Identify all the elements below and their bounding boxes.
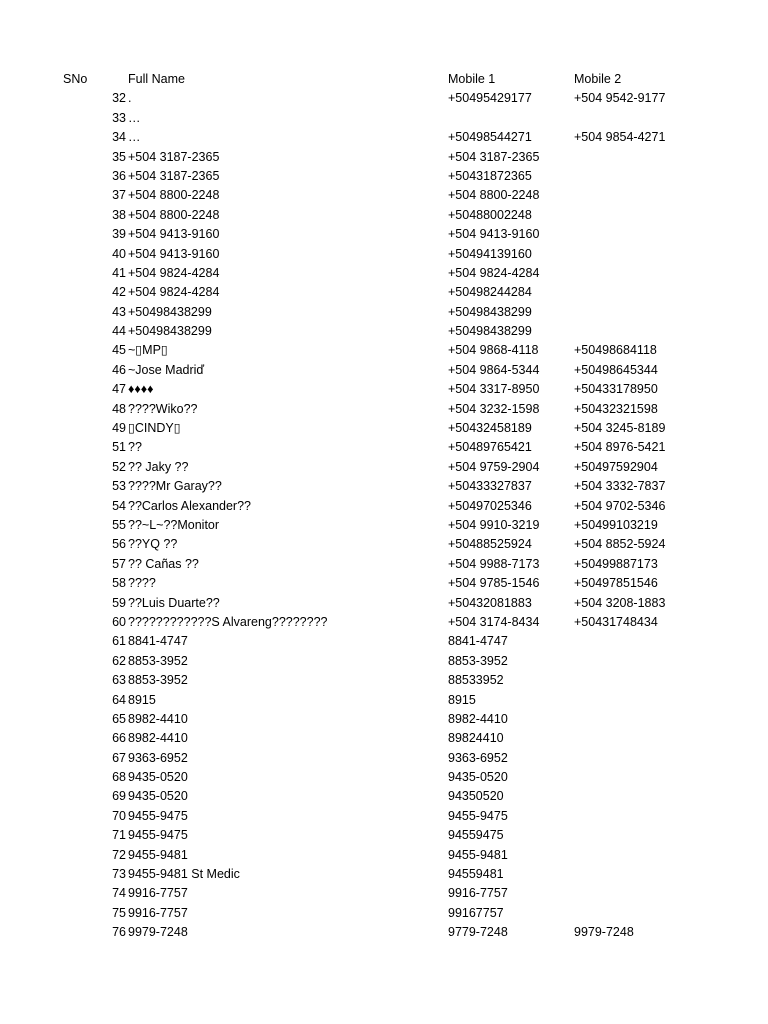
cell-full-name: +504 9824-4284 <box>128 285 220 300</box>
cell-sno: 55 <box>112 517 126 532</box>
cell-mobile-1: +50497025346 <box>448 498 532 513</box>
table-row <box>0 361 768 380</box>
cell-mobile-1: +504 9785-1546 <box>448 576 540 591</box>
cell-mobile-1: +504 9868-4118 <box>448 343 539 358</box>
table-row <box>0 923 768 942</box>
table-row <box>0 710 768 729</box>
cell-sno: 58 <box>112 576 126 591</box>
cell-sno: 64 <box>112 692 126 707</box>
cell-mobile-1: 8853-3952 <box>448 653 508 668</box>
table-row <box>0 380 768 399</box>
cell-sno: 44 <box>112 324 126 339</box>
table-row <box>0 787 768 806</box>
cell-mobile-1: 99167757 <box>448 905 504 920</box>
cell-sno: 45 <box>112 343 126 358</box>
cell-mobile-1: +504 9988-7173 <box>448 556 540 571</box>
cell-full-name: 9455-9475 <box>128 828 188 843</box>
cell-mobile-2: +504 8976-5421 <box>574 440 666 455</box>
table-row <box>0 264 768 283</box>
cell-sno: 37 <box>112 188 126 203</box>
table-row <box>0 807 768 826</box>
cell-sno: 65 <box>112 711 126 726</box>
cell-sno: 34 <box>112 130 126 145</box>
cell-full-name: 9916-7757 <box>128 886 188 901</box>
table-row <box>0 691 768 710</box>
cell-sno: 70 <box>112 808 126 823</box>
cell-sno: 32 <box>112 91 126 106</box>
cell-sno: 74 <box>112 886 126 901</box>
cell-mobile-1: 94559481 <box>448 867 504 882</box>
cell-sno: 67 <box>112 750 126 765</box>
cell-mobile-1: +50498244284 <box>448 285 532 300</box>
table-row <box>0 826 768 845</box>
cell-full-name: 8982-4410 <box>128 731 188 746</box>
cell-mobile-2: 9979-7248 <box>574 925 634 940</box>
cell-mobile-2: +50499887173 <box>574 556 658 571</box>
cell-sno: 48 <box>112 401 126 416</box>
table-row <box>0 865 768 884</box>
cell-full-name: ??Carlos Alexander?? <box>128 498 251 513</box>
cell-full-name: … <box>128 110 141 125</box>
table-row <box>0 535 768 554</box>
cell-sno: 47 <box>112 382 126 397</box>
cell-sno: 52 <box>112 459 126 474</box>
table-row <box>0 632 768 651</box>
cell-mobile-2: +504 3208-1883 <box>574 595 666 610</box>
cell-full-name: … <box>128 130 141 145</box>
contacts-sheet <box>0 70 768 943</box>
cell-mobile-1: +504 9759-2904 <box>448 459 540 474</box>
cell-mobile-1: +504 9824-4284 <box>448 265 540 280</box>
cell-mobile-2: +50432321598 <box>574 401 658 416</box>
cell-full-name: +504 9824-4284 <box>128 265 220 280</box>
cell-full-name: +504 9413-9160 <box>128 246 220 261</box>
cell-full-name: 9979-7248 <box>128 925 188 940</box>
table-row <box>0 904 768 923</box>
cell-sno: 61 <box>112 634 126 649</box>
cell-mobile-1: +50498544271 <box>448 130 532 145</box>
cell-sno: 63 <box>112 673 126 688</box>
cell-sno: 60 <box>112 614 126 629</box>
table-row <box>0 322 768 341</box>
cell-full-name: ~▯MP▯ <box>128 343 168 358</box>
table-row <box>0 497 768 516</box>
table-row <box>0 109 768 128</box>
cell-sno: 59 <box>112 595 126 610</box>
contacts-rows <box>0 89 768 942</box>
header-row <box>0 70 768 89</box>
cell-mobile-2: +504 3332-7837 <box>574 479 666 494</box>
cell-full-name: 9916-7757 <box>128 905 188 920</box>
table-row <box>0 206 768 225</box>
cell-full-name: ????Mr Garay?? <box>128 479 222 494</box>
cell-full-name: +504 9413-9160 <box>128 227 220 242</box>
table-row <box>0 283 768 302</box>
cell-full-name: 9363-6952 <box>128 750 188 765</box>
table-row <box>0 458 768 477</box>
cell-full-name: ????????????S Alvareng???????? <box>128 614 328 629</box>
table-row <box>0 245 768 264</box>
header-mobile-2: Mobile 2 <box>574 72 622 86</box>
header-sno: SNo <box>63 72 88 86</box>
cell-mobile-1: +504 8800-2248 <box>448 188 540 203</box>
cell-mobile-1: 9363-6952 <box>448 750 508 765</box>
cell-sno: 69 <box>112 789 126 804</box>
cell-full-name: 9455-9481 <box>128 847 188 862</box>
cell-sno: 38 <box>112 207 126 222</box>
cell-mobile-1: 8841-4747 <box>448 634 508 649</box>
cell-sno: 41 <box>112 265 126 280</box>
cell-mobile-2: +504 3245-8189 <box>574 421 666 436</box>
cell-full-name: +50498438299 <box>128 324 212 339</box>
cell-full-name: ??~L~??Monitor <box>128 517 220 532</box>
cell-mobile-1: +50431872365 <box>448 168 532 183</box>
cell-full-name: +504 8800-2248 <box>128 207 220 222</box>
cell-mobile-2: +504 8852-5924 <box>574 537 666 552</box>
cell-mobile-1: 8915 <box>448 692 476 707</box>
cell-mobile-1: 9435-0520 <box>448 770 508 785</box>
cell-sno: 66 <box>112 731 126 746</box>
header-full-name: Full Name <box>128 72 185 86</box>
cell-mobile-1: +50488525924 <box>448 537 532 552</box>
cell-sno: 56 <box>112 537 126 552</box>
cell-sno: 46 <box>112 362 126 377</box>
table-row <box>0 419 768 438</box>
cell-full-name: +504 3187-2365 <box>128 168 220 183</box>
cell-full-name: ???? <box>128 576 156 591</box>
cell-full-name: ??Luis Duarte?? <box>128 595 220 610</box>
table-row <box>0 768 768 787</box>
cell-mobile-1: +50498438299 <box>448 324 532 339</box>
cell-sno: 73 <box>112 867 126 882</box>
cell-mobile-1: +504 9864-5344 <box>448 362 540 377</box>
table-row <box>0 516 768 535</box>
cell-mobile-1: +504 3232-1598 <box>448 401 540 416</box>
cell-full-name: 8915 <box>128 692 156 707</box>
cell-mobile-1: 8982-4410 <box>448 711 508 726</box>
table-row <box>0 477 768 496</box>
table-row <box>0 303 768 322</box>
table-row <box>0 555 768 574</box>
cell-sno: 49 <box>112 421 126 436</box>
cell-full-name: 8841-4747 <box>128 634 188 649</box>
cell-sno: 71 <box>112 828 126 843</box>
cell-mobile-1: +504 3174-8434 <box>448 614 540 629</box>
cell-sno: 33 <box>112 110 126 125</box>
cell-mobile-2: +50497851546 <box>574 576 658 591</box>
cell-sno: 43 <box>112 304 126 319</box>
table-row <box>0 341 768 360</box>
cell-full-name: 8853-3952 <box>128 673 188 688</box>
cell-full-name: ♦♦♦♦ <box>128 382 154 397</box>
cell-full-name: 8982-4410 <box>128 711 188 726</box>
cell-mobile-1: +50498438299 <box>448 304 532 319</box>
cell-mobile-1: +50433327837 <box>448 479 532 494</box>
table-row <box>0 671 768 690</box>
cell-mobile-1: +504 9413-9160 <box>448 227 540 242</box>
cell-full-name: ~Jose Madriď <box>128 362 205 377</box>
table-row <box>0 749 768 768</box>
cell-full-name: 9435-0520 <box>128 770 188 785</box>
cell-mobile-1: 94559475 <box>448 828 504 843</box>
cell-mobile-2: +50431748434 <box>574 614 658 629</box>
cell-mobile-1: +504 9910-3219 <box>448 517 540 532</box>
cell-full-name: ?? Jaky ?? <box>128 459 189 474</box>
table-row <box>0 594 768 613</box>
table-row <box>0 613 768 632</box>
cell-mobile-2: +50433178950 <box>574 382 658 397</box>
cell-sno: 36 <box>112 168 126 183</box>
cell-mobile-1: 89824410 <box>448 731 504 746</box>
cell-sno: 39 <box>112 227 126 242</box>
table-row <box>0 128 768 147</box>
cell-mobile-2: +50498645344 <box>574 362 658 377</box>
cell-sno: 76 <box>112 925 126 940</box>
table-row <box>0 846 768 865</box>
cell-full-name: 9435-0520 <box>128 789 188 804</box>
cell-sno: 40 <box>112 246 126 261</box>
header-mobile-1: Mobile 1 <box>448 72 496 86</box>
cell-mobile-1: 9455-9481 <box>448 847 508 862</box>
table-row <box>0 167 768 186</box>
cell-full-name: +504 8800-2248 <box>128 188 220 203</box>
cell-mobile-1: +50432081883 <box>448 595 532 610</box>
cell-sno: 35 <box>112 149 126 164</box>
cell-full-name: ??YQ ?? <box>128 537 178 552</box>
cell-mobile-2: +504 9542-9177 <box>574 91 666 106</box>
table-row <box>0 884 768 903</box>
cell-mobile-1: 9455-9475 <box>448 808 508 823</box>
cell-full-name: +504 3187-2365 <box>128 149 220 164</box>
cell-sno: 54 <box>112 498 126 513</box>
cell-full-name: ?? <box>128 440 142 455</box>
cell-full-name: ?? Cañas ?? <box>128 556 199 571</box>
table-row <box>0 652 768 671</box>
table-row <box>0 400 768 419</box>
cell-mobile-1: +50495429177 <box>448 91 532 106</box>
cell-sno: 51 <box>112 440 126 455</box>
cell-sno: 62 <box>112 653 126 668</box>
cell-full-name: 9455-9481 St Medic <box>128 867 240 882</box>
table-row <box>0 438 768 457</box>
cell-full-name: . <box>128 91 132 106</box>
cell-mobile-1: +50494139160 <box>448 246 532 261</box>
cell-mobile-1: 88533952 <box>448 673 504 688</box>
cell-sno: 68 <box>112 770 126 785</box>
cell-sno: 57 <box>112 556 126 571</box>
cell-mobile-1: 9916-7757 <box>448 886 508 901</box>
table-row <box>0 89 768 108</box>
cell-full-name: ????Wiko?? <box>128 401 198 416</box>
cell-sno: 75 <box>112 905 126 920</box>
cell-full-name: +50498438299 <box>128 304 212 319</box>
cell-mobile-1: +50432458189 <box>448 421 532 436</box>
table-row <box>0 729 768 748</box>
cell-mobile-1: +50488002248 <box>448 207 532 222</box>
cell-mobile-2: +504 9854-4271 <box>574 130 666 145</box>
cell-mobile-1: +504 3187-2365 <box>448 149 540 164</box>
cell-full-name: ▯CINDY▯ <box>128 421 181 436</box>
cell-mobile-1: 94350520 <box>448 789 504 804</box>
table-row <box>0 574 768 593</box>
cell-mobile-2: +504 9702-5346 <box>574 498 666 513</box>
cell-sno: 72 <box>112 847 126 862</box>
cell-mobile-2: +50498684118 <box>574 343 657 358</box>
cell-sno: 42 <box>112 285 126 300</box>
cell-mobile-1: 9779-7248 <box>448 925 508 940</box>
table-row <box>0 186 768 205</box>
cell-mobile-1: +50489765421 <box>448 440 532 455</box>
table-row <box>0 148 768 167</box>
table-row <box>0 225 768 244</box>
cell-full-name: 9455-9475 <box>128 808 188 823</box>
cell-mobile-2: +50499103219 <box>574 517 658 532</box>
cell-mobile-1: +504 3317-8950 <box>448 382 540 397</box>
cell-mobile-2: +50497592904 <box>574 459 658 474</box>
cell-full-name: 8853-3952 <box>128 653 188 668</box>
cell-sno: 53 <box>112 479 126 494</box>
